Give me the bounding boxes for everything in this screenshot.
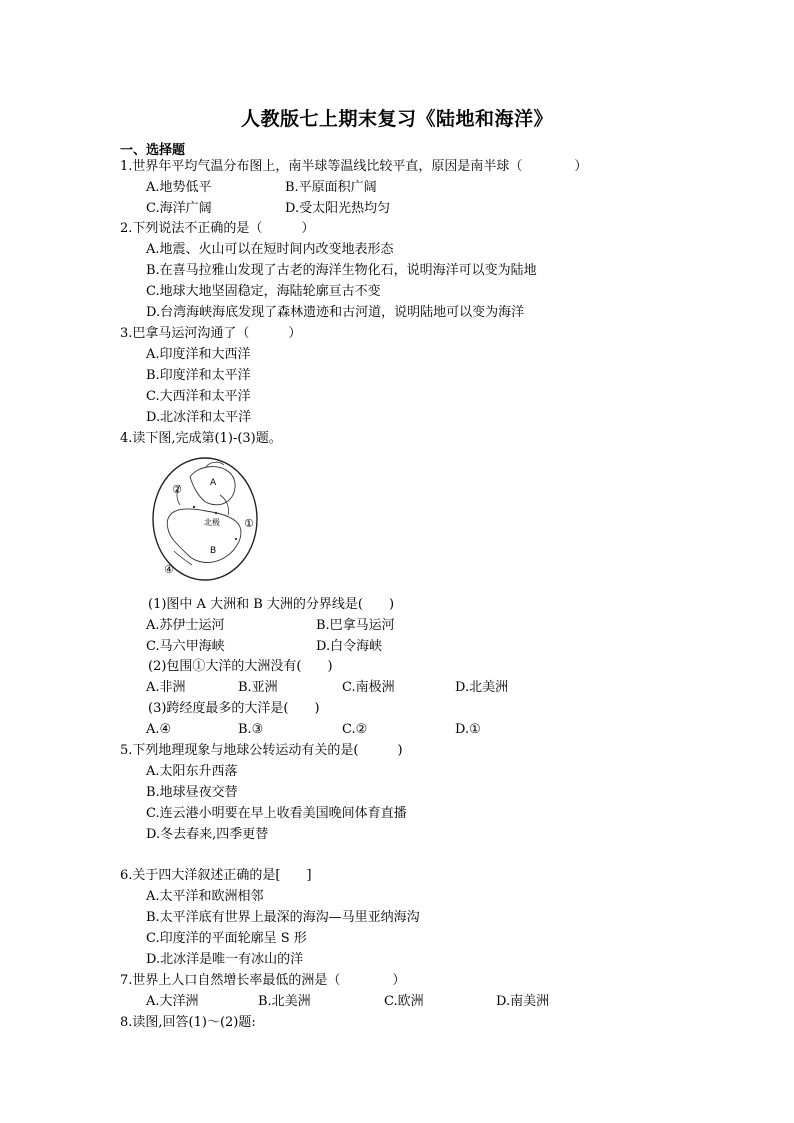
question-5-option-c: C.连云港小明要在早上收看美国晚间体育直播 [146,806,407,821]
question-7-option-b: B.北美洲 [258,994,311,1009]
question-1-option-a: A.地势低平 [146,180,212,195]
question-5-stem: 5.下列地理现象与地球公转运动有关的是( ) [120,743,403,758]
question-4-sub2-option-d: D.北美洲 [455,680,509,695]
question-4-sub1-option-c: C.马六甲海峡 [146,639,225,654]
map-label-ocean-2: ② [172,483,182,496]
section-heading: 一、选择题 [120,143,186,158]
question-6-option-c: C.印度洋的平面轮廓呈 S 形 [146,931,307,946]
question-4-sub2-option-a: A.非洲 [146,680,186,695]
question-1-stem: 1.世界年平均气温分布图上，南半球等温线比较平直，原因是南半球（ ） [120,159,588,174]
question-3-option-a: A.印度洋和大西洋 [146,347,251,362]
question-7-stem: 7.世界上人口自然增长率最低的洲是（ ） [120,973,406,988]
question-2-stem: 2.下列说法不正确的是（ ） [120,221,315,236]
question-2-option-a: A.地震、火山可以在短时间内改变地表形态 [146,242,394,257]
question-4-sub1-option-a: A.苏伊士运河 [146,618,225,633]
question-4-sub3-option-c: C.② [342,722,368,737]
map-label-ocean-4: ④ [164,563,174,576]
question-7-option-c: C.欧洲 [384,994,424,1009]
question-4-sub2-stem: (2)包围①大洋的大洲没有( ) [148,659,333,674]
coast-detail [174,551,192,565]
coast-detail [220,495,229,515]
question-5-option-a: A.太阳东升西落 [146,764,238,779]
question-2-option-c: C.地球大地坚固稳定，海陆轮廓亘古不变 [146,284,381,299]
question-4-stem: 4.读下图,完成第(1)-(3)题。 [120,431,282,446]
question-7-option-d: D.南美洲 [496,994,550,1009]
question-4-sub1-option-b: B.巴拿马运河 [316,618,395,633]
question-8-stem: 8.读图,回答(1)～(2)题: [120,1015,256,1030]
question-3-option-b: B.印度洋和太平洋 [146,368,251,383]
polar-map-figure [150,455,260,583]
question-4-sub2-option-b: B.亚洲 [238,680,278,695]
question-3-option-c: C.大西洋和太平洋 [146,389,251,404]
question-5-option-d: D.冬去春来,四季更替 [146,827,269,842]
question-1-option-b: B.平原面积广阔 [285,180,377,195]
question-7-option-a: A.大洋洲 [146,994,199,1009]
map-label-continent-b: B [210,546,217,556]
question-6-option-d: D.北冰洋是唯一有冰山的洋 [146,952,304,967]
question-1-option-c: C.海洋广阔 [146,201,212,216]
question-4-sub1-stem: (1)图中 A 大洲和 B 大洲的分界线是( ) [148,597,395,612]
page-title: 人教版七上期末复习《陆地和海洋》 [240,108,553,130]
question-6-stem: 6.关于四大洋叙述正确的是[ ] [120,868,312,883]
question-2-option-d: D.台湾海峡海底发现了森林遗迹和古河道，说明陆地可以变为海洋 [146,305,525,320]
question-4-sub3-option-d: D.① [455,722,481,737]
map-label-ocean-1: ① [244,517,254,530]
question-4-sub1-option-d: D.白令海峡 [316,639,383,654]
question-4-sub3-option-b: B.③ [238,722,264,737]
map-label-continent-a: A [210,478,217,488]
question-2-option-b: B.在喜马拉雅山发现了古老的海洋生物化石，说明海洋可以变为陆地 [146,263,537,278]
question-3-option-d: D.北冰洋和太平洋 [146,410,252,425]
question-1-option-d: D.受太阳光热均匀 [285,201,391,216]
question-6-option-b: B.太平洋底有世界上最深的海沟—马里亚纳海沟 [146,910,420,925]
map-label-north-pole: 北极 [204,518,220,527]
question-5-option-b: B.地球昼夜交替 [146,785,238,800]
question-4-sub3-option-a: A.④ [146,722,172,737]
question-4-sub3-stem: (3)跨经度最多的大洋是( ) [148,701,320,716]
question-4-sub2-option-c: C.南极洲 [342,680,395,695]
question-6-option-a: A.太平洋和欧洲相邻 [146,889,264,904]
question-3-stem: 3.巴拿马运河沟通了（ ） [120,326,302,341]
